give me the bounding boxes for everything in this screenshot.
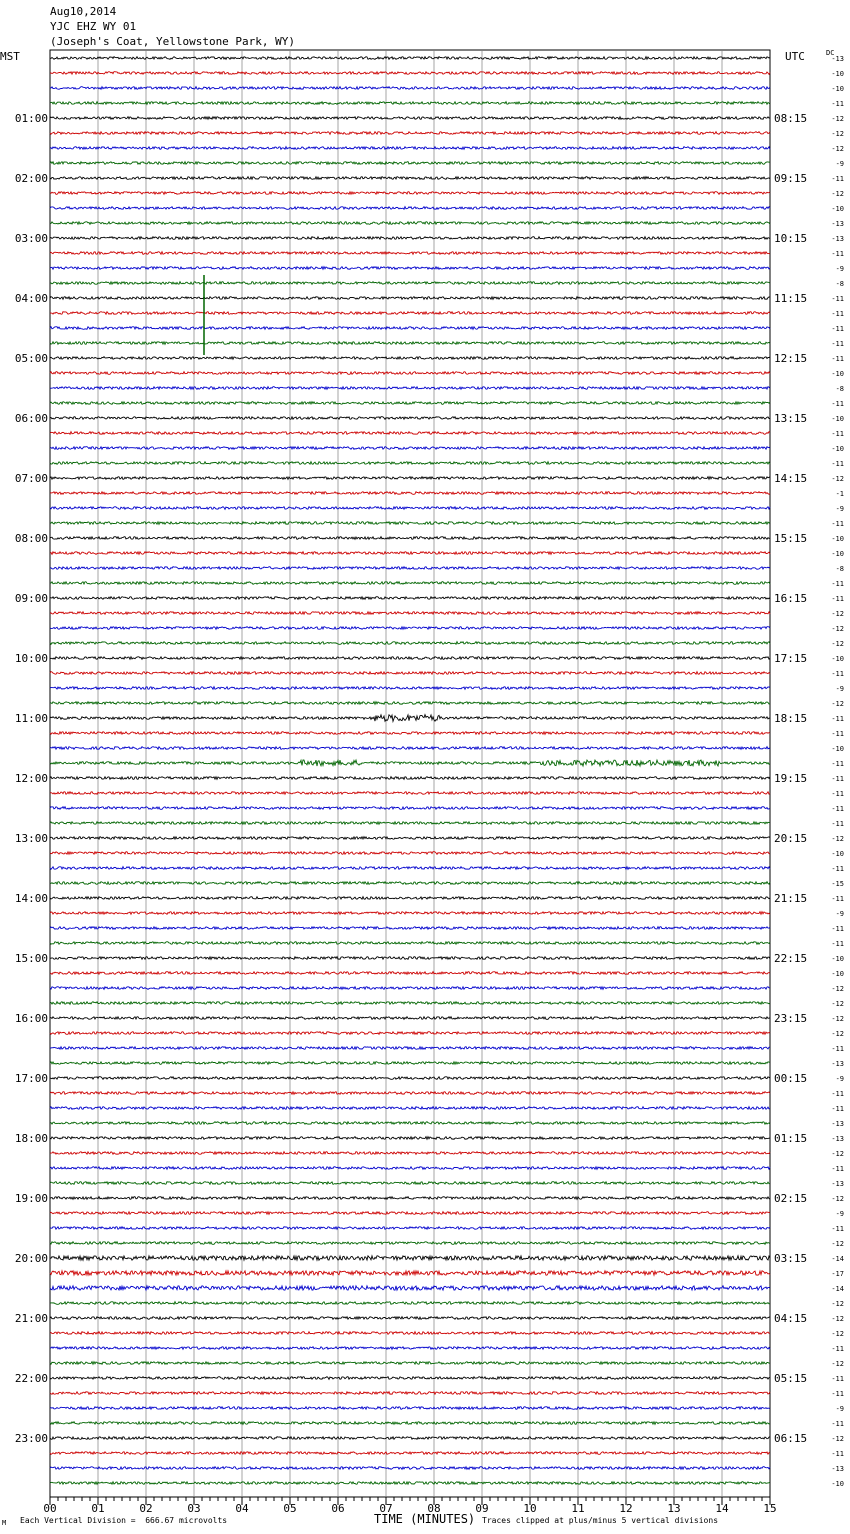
right-hour-label: 05:15	[774, 1372, 808, 1385]
seismic-trace	[50, 237, 770, 240]
seismic-trace	[50, 1286, 770, 1290]
seismic-trace	[50, 792, 770, 795]
seismic-trace	[50, 1182, 770, 1185]
dc-offset-value: -13	[831, 1060, 844, 1068]
seismic-trace	[50, 642, 770, 645]
right-hour-label: 01:15	[774, 1132, 808, 1145]
dc-offset-value: -12	[831, 1030, 844, 1038]
seismic-trace	[50, 162, 770, 165]
x-tick-label: 05	[283, 1502, 297, 1515]
left-hour-label: 20:00	[14, 1252, 48, 1265]
dc-offset-value: -12	[831, 1330, 844, 1338]
dc-offset-value: -15	[831, 880, 844, 888]
left-hour-label: 10:00	[14, 652, 48, 665]
left-hour-label: 07:00	[14, 472, 48, 485]
right-hour-label: 08:15	[774, 112, 808, 125]
dc-offset-value: -10	[831, 370, 844, 378]
seismic-trace	[50, 537, 770, 540]
seismic-trace	[50, 867, 770, 870]
dc-offset-value: -11	[831, 1090, 844, 1098]
dc-offset-value: -10	[831, 550, 844, 558]
dc-offset-value: -11	[831, 340, 844, 348]
seismic-trace	[50, 267, 770, 270]
right-hour-label: 06:15	[774, 1432, 808, 1445]
station-location: (Joseph's Coat, Yellowstone Park, WY)	[50, 35, 296, 48]
seismic-trace	[50, 672, 770, 675]
dc-offset-value: -11	[831, 895, 844, 903]
seismic-trace	[50, 1392, 770, 1395]
seismic-trace	[50, 1482, 770, 1485]
dc-offset-value: -10	[831, 445, 844, 453]
dc-offset-value: -12	[831, 700, 844, 708]
right-hour-label: 00:15	[774, 1072, 808, 1085]
dc-offset-value: -11	[831, 1375, 844, 1383]
left-hour-label: 08:00	[14, 532, 48, 545]
seismic-trace	[50, 402, 770, 405]
seismic-trace	[50, 582, 770, 585]
dc-offset-value: -11	[831, 820, 844, 828]
seismic-trace	[50, 912, 770, 915]
seismic-trace	[50, 1002, 770, 1005]
x-tick-label: 03	[187, 1502, 201, 1515]
seismic-trace	[50, 1032, 770, 1035]
seismic-trace	[50, 1212, 770, 1215]
dc-offset-value: -13	[831, 1180, 844, 1188]
seismic-trace	[50, 1227, 770, 1230]
scale-note: Each Vertical Division = 666.67 microvolts	[20, 1516, 228, 1525]
dc-offset-value: -11	[831, 925, 844, 933]
seismic-trace	[50, 387, 770, 390]
dc-offset-value: -8	[835, 280, 844, 288]
x-tick-label: 02	[139, 1502, 153, 1515]
seismic-trace	[50, 1137, 770, 1140]
dc-offset-value: -9	[835, 265, 844, 273]
dc-offset-value: -12	[831, 985, 844, 993]
dc-offset-value: -12	[831, 115, 844, 123]
right-hour-label: 04:15	[774, 1312, 808, 1325]
right-hour-label: 22:15	[774, 952, 808, 965]
dc-offset-value: -12	[831, 625, 844, 633]
seismic-trace	[50, 777, 770, 780]
right-hour-label: 03:15	[774, 1252, 808, 1265]
right-hour-label: 18:15	[774, 712, 808, 725]
seismic-trace	[50, 57, 770, 60]
seismic-trace	[50, 252, 770, 255]
dc-offset-value: -9	[835, 1210, 844, 1218]
seismic-trace	[50, 1407, 770, 1410]
dc-offset-value: -1	[835, 490, 844, 498]
dc-offset-value: -10	[831, 70, 844, 78]
seismic-trace	[50, 1317, 770, 1320]
station-code: YJC EHZ WY 01	[50, 20, 137, 33]
right-hour-label: 15:15	[774, 532, 808, 545]
dc-offset-value: -11	[831, 250, 844, 258]
seismic-trace	[50, 312, 770, 315]
dc-offset-value: -12	[831, 190, 844, 198]
dc-offset-value: -11	[831, 865, 844, 873]
seismic-trace	[50, 987, 770, 990]
x-tick-label: 09	[475, 1502, 489, 1515]
dc-offset-value: -11	[831, 460, 844, 468]
seismic-trace	[50, 597, 770, 600]
dc-offset-value: -10	[831, 850, 844, 858]
left-hour-label: 06:00	[14, 412, 48, 425]
seismic-trace	[50, 1271, 770, 1275]
dc-offset-value: -11	[831, 1390, 844, 1398]
left-hour-label: 19:00	[14, 1192, 48, 1205]
x-tick-label: 12	[619, 1502, 633, 1515]
right-hour-label: 16:15	[774, 592, 808, 605]
dc-offset-value: -8	[835, 565, 844, 573]
left-hour-label: 14:00	[14, 892, 48, 905]
left-hour-label: 17:00	[14, 1072, 48, 1085]
dc-offset-value: -12	[831, 1435, 844, 1443]
seismic-trace	[50, 567, 770, 570]
dc-offset-value: -11	[831, 595, 844, 603]
x-tick-label: 08	[427, 1502, 441, 1515]
dc-offset-value: -12	[831, 130, 844, 138]
seismic-trace	[50, 507, 770, 510]
seismic-trace	[50, 1152, 770, 1155]
x-tick-label: 10	[523, 1502, 537, 1515]
dc-offset-value: -12	[831, 1240, 844, 1248]
seismic-trace	[50, 1467, 770, 1470]
right-hour-label: 11:15	[774, 292, 808, 305]
seismic-trace	[50, 1256, 770, 1260]
dc-offset-value: -12	[831, 640, 844, 648]
dc-offset-value: -11	[831, 790, 844, 798]
seismic-trace	[50, 192, 770, 195]
dc-offset-value: -11	[831, 310, 844, 318]
dc-offset-value: -13	[831, 55, 844, 63]
seismic-trace	[50, 747, 770, 750]
right-hour-label: 14:15	[774, 472, 808, 485]
plot-frame	[50, 50, 770, 1497]
seismic-trace	[50, 372, 770, 375]
seismic-trace	[50, 942, 770, 945]
seismic-trace	[50, 417, 770, 420]
seismic-trace	[50, 957, 770, 960]
dc-offset-value: -9	[835, 160, 844, 168]
dc-offset-value: -10	[831, 1480, 844, 1488]
dc-offset-value: -13	[831, 1120, 844, 1128]
dc-offset-value: -13	[831, 1135, 844, 1143]
x-tick-label: 15	[763, 1502, 777, 1515]
dc-offset-value: -13	[831, 235, 844, 243]
seismic-trace	[50, 177, 770, 180]
dc-offset-value: -10	[831, 535, 844, 543]
seismic-trace	[50, 627, 770, 630]
left-hour-label: 04:00	[14, 292, 48, 305]
x-tick-label: 00	[43, 1502, 57, 1515]
dc-offset-value: -10	[831, 745, 844, 753]
seismic-trace	[50, 1332, 770, 1335]
dc-offset-value: -11	[831, 295, 844, 303]
seismic-trace	[50, 342, 770, 345]
seismic-trace	[50, 1422, 770, 1425]
seismic-trace	[50, 837, 770, 840]
x-tick-label: 07	[379, 1502, 393, 1515]
dc-offset-value: -11	[831, 520, 844, 528]
seismic-trace	[50, 1377, 770, 1380]
dc-offset-value: -8	[835, 385, 844, 393]
dc-offset-value: -11	[831, 670, 844, 678]
dc-offset-value: -12	[831, 1000, 844, 1008]
seismic-trace	[50, 1347, 770, 1350]
dc-offset-value: -13	[831, 1465, 844, 1473]
dc-offset-value: -9	[835, 1405, 844, 1413]
dc-offset-value: -11	[831, 940, 844, 948]
seismic-trace	[50, 357, 770, 360]
seismic-trace	[50, 522, 770, 525]
seismic-trace	[50, 715, 770, 722]
seismic-trace	[50, 72, 770, 75]
x-tick-label: 01	[91, 1502, 105, 1515]
seismic-trace	[50, 1362, 770, 1365]
dc-offset-value: -11	[831, 1225, 844, 1233]
seismic-trace	[50, 1167, 770, 1170]
seismic-trace	[50, 1047, 770, 1050]
left-hour-label: 22:00	[14, 1372, 48, 1385]
seismic-trace	[50, 1437, 770, 1440]
clip-note: Traces clipped at plus/minus 5 vertical divisions	[482, 1516, 719, 1525]
seismic-trace	[50, 492, 770, 495]
right-hour-label: 10:15	[774, 232, 808, 245]
seismic-trace	[50, 927, 770, 930]
dc-offset-value: -11	[831, 775, 844, 783]
seismic-trace	[50, 327, 770, 330]
dc-offset-value: -11	[831, 760, 844, 768]
dc-offset-value: -12	[831, 475, 844, 483]
left-hour-label: 16:00	[14, 1012, 48, 1025]
dc-offset-value: -10	[831, 415, 844, 423]
seismic-trace	[50, 882, 770, 885]
dc-offset-value: -11	[831, 805, 844, 813]
dc-offset-value: -12	[831, 1300, 844, 1308]
seismic-trace	[50, 132, 770, 135]
seismic-trace	[50, 702, 770, 705]
seismic-trace	[50, 147, 770, 150]
dc-offset-value: -11	[831, 715, 844, 723]
seismic-trace	[50, 687, 770, 690]
seismic-trace	[50, 760, 770, 766]
left-hour-label: 11:00	[14, 712, 48, 725]
x-tick-label: 14	[715, 1502, 729, 1515]
dc-offset-value: -11	[831, 1105, 844, 1113]
seismic-trace	[50, 477, 770, 480]
seismic-trace	[50, 852, 770, 855]
seismic-trace	[50, 552, 770, 555]
dc-offset-value: -11	[831, 355, 844, 363]
x-tick-label: 06	[331, 1502, 345, 1515]
dc-offset-value: -12	[831, 610, 844, 618]
seismic-trace	[50, 1062, 770, 1065]
x-tick-label: 04	[235, 1502, 249, 1515]
right-hour-label: 09:15	[774, 172, 808, 185]
seismic-trace	[50, 297, 770, 300]
dc-offset-value: -9	[835, 685, 844, 693]
right-hour-label: 21:15	[774, 892, 808, 905]
right-hour-label: 02:15	[774, 1192, 808, 1205]
dc-offset-value: -12	[831, 1360, 844, 1368]
seismic-trace	[50, 657, 770, 660]
dc-offset-value: -11	[831, 430, 844, 438]
seismic-trace	[50, 1242, 770, 1245]
seismic-trace	[50, 462, 770, 465]
left-hour-label: 12:00	[14, 772, 48, 785]
dc-offset-value: -9	[835, 1075, 844, 1083]
dc-offset-value: -11	[831, 400, 844, 408]
left-hour-label: 03:00	[14, 232, 48, 245]
dc-offset-value: -11	[831, 1450, 844, 1458]
dc-offset-value: -10	[831, 655, 844, 663]
seismic-trace	[50, 1077, 770, 1080]
seismic-trace	[50, 807, 770, 810]
dc-offset-value: -11	[831, 730, 844, 738]
left-hour-label: 21:00	[14, 1312, 48, 1325]
right-hour-label: 20:15	[774, 832, 808, 845]
dc-offset-value: -11	[831, 1045, 844, 1053]
dc-offset-value: -14	[831, 1255, 844, 1263]
seismic-trace	[50, 732, 770, 735]
seismic-trace	[50, 1017, 770, 1020]
recording-date: Aug10,2014	[50, 5, 117, 18]
dc-offset-value: -10	[831, 970, 844, 978]
right-timezone-label: UTC	[785, 50, 805, 63]
dc-offset-value: -12	[831, 1195, 844, 1203]
seismic-trace	[50, 282, 770, 285]
left-hour-label: 01:00	[14, 112, 48, 125]
left-hour-label: 09:00	[14, 592, 48, 605]
right-hour-label: 23:15	[774, 1012, 808, 1025]
left-hour-label: 02:00	[14, 172, 48, 185]
right-hour-label: 19:15	[774, 772, 808, 785]
dc-offset-header: DC	[826, 49, 835, 57]
seismic-trace	[50, 1452, 770, 1455]
seismic-trace	[50, 207, 770, 210]
dc-offset-value: -10	[831, 955, 844, 963]
dc-offset-value: -11	[831, 100, 844, 108]
seismic-trace	[50, 612, 770, 615]
dc-offset-value: -13	[831, 220, 844, 228]
dc-offset-value: -12	[831, 1015, 844, 1023]
x-tick-label: 11	[571, 1502, 585, 1515]
dc-offset-value: -11	[831, 1345, 844, 1353]
left-hour-label: 23:00	[14, 1432, 48, 1445]
dc-offset-value: -10	[831, 205, 844, 213]
seismic-trace	[50, 87, 770, 90]
dc-offset-value: -12	[831, 1315, 844, 1323]
dc-offset-value: -17	[831, 1270, 844, 1278]
dc-offset-value: -9	[835, 505, 844, 513]
left-timezone-label: MST	[0, 50, 20, 63]
seismic-trace	[50, 897, 770, 900]
dc-offset-value: -11	[831, 325, 844, 333]
seismic-trace	[50, 822, 770, 825]
seismic-trace	[50, 1302, 770, 1305]
seismic-trace	[50, 1092, 770, 1095]
left-hour-label: 15:00	[14, 952, 48, 965]
seismic-trace	[50, 1197, 770, 1200]
dc-offset-value: -10	[831, 85, 844, 93]
dc-offset-value: -14	[831, 1285, 844, 1293]
right-hour-label: 17:15	[774, 652, 808, 665]
dc-offset-value: -12	[831, 145, 844, 153]
seismic-trace	[50, 102, 770, 105]
dc-offset-value: -11	[831, 580, 844, 588]
seismic-trace	[50, 222, 770, 225]
seismic-trace	[50, 432, 770, 435]
footer-mark: M	[2, 1519, 7, 1527]
seismic-trace	[50, 447, 770, 450]
x-tick-label: 13	[667, 1502, 681, 1515]
dc-offset-value: -12	[831, 835, 844, 843]
dc-offset-value: -11	[831, 1420, 844, 1428]
dc-offset-value: -9	[835, 910, 844, 918]
right-hour-label: 12:15	[774, 352, 808, 365]
dc-offset-value: -11	[831, 1165, 844, 1173]
seismic-trace	[50, 1122, 770, 1125]
x-axis-title: TIME (MINUTES)	[374, 1512, 476, 1526]
left-hour-label: 05:00	[14, 352, 48, 365]
dc-offset-value: -11	[831, 175, 844, 183]
left-hour-label: 13:00	[14, 832, 48, 845]
seismic-trace	[50, 117, 770, 120]
left-hour-label: 18:00	[14, 1132, 48, 1145]
dc-offset-value: -12	[831, 1150, 844, 1158]
seismic-trace	[50, 1107, 770, 1110]
seismic-trace	[50, 972, 770, 975]
right-hour-label: 13:15	[774, 412, 808, 425]
